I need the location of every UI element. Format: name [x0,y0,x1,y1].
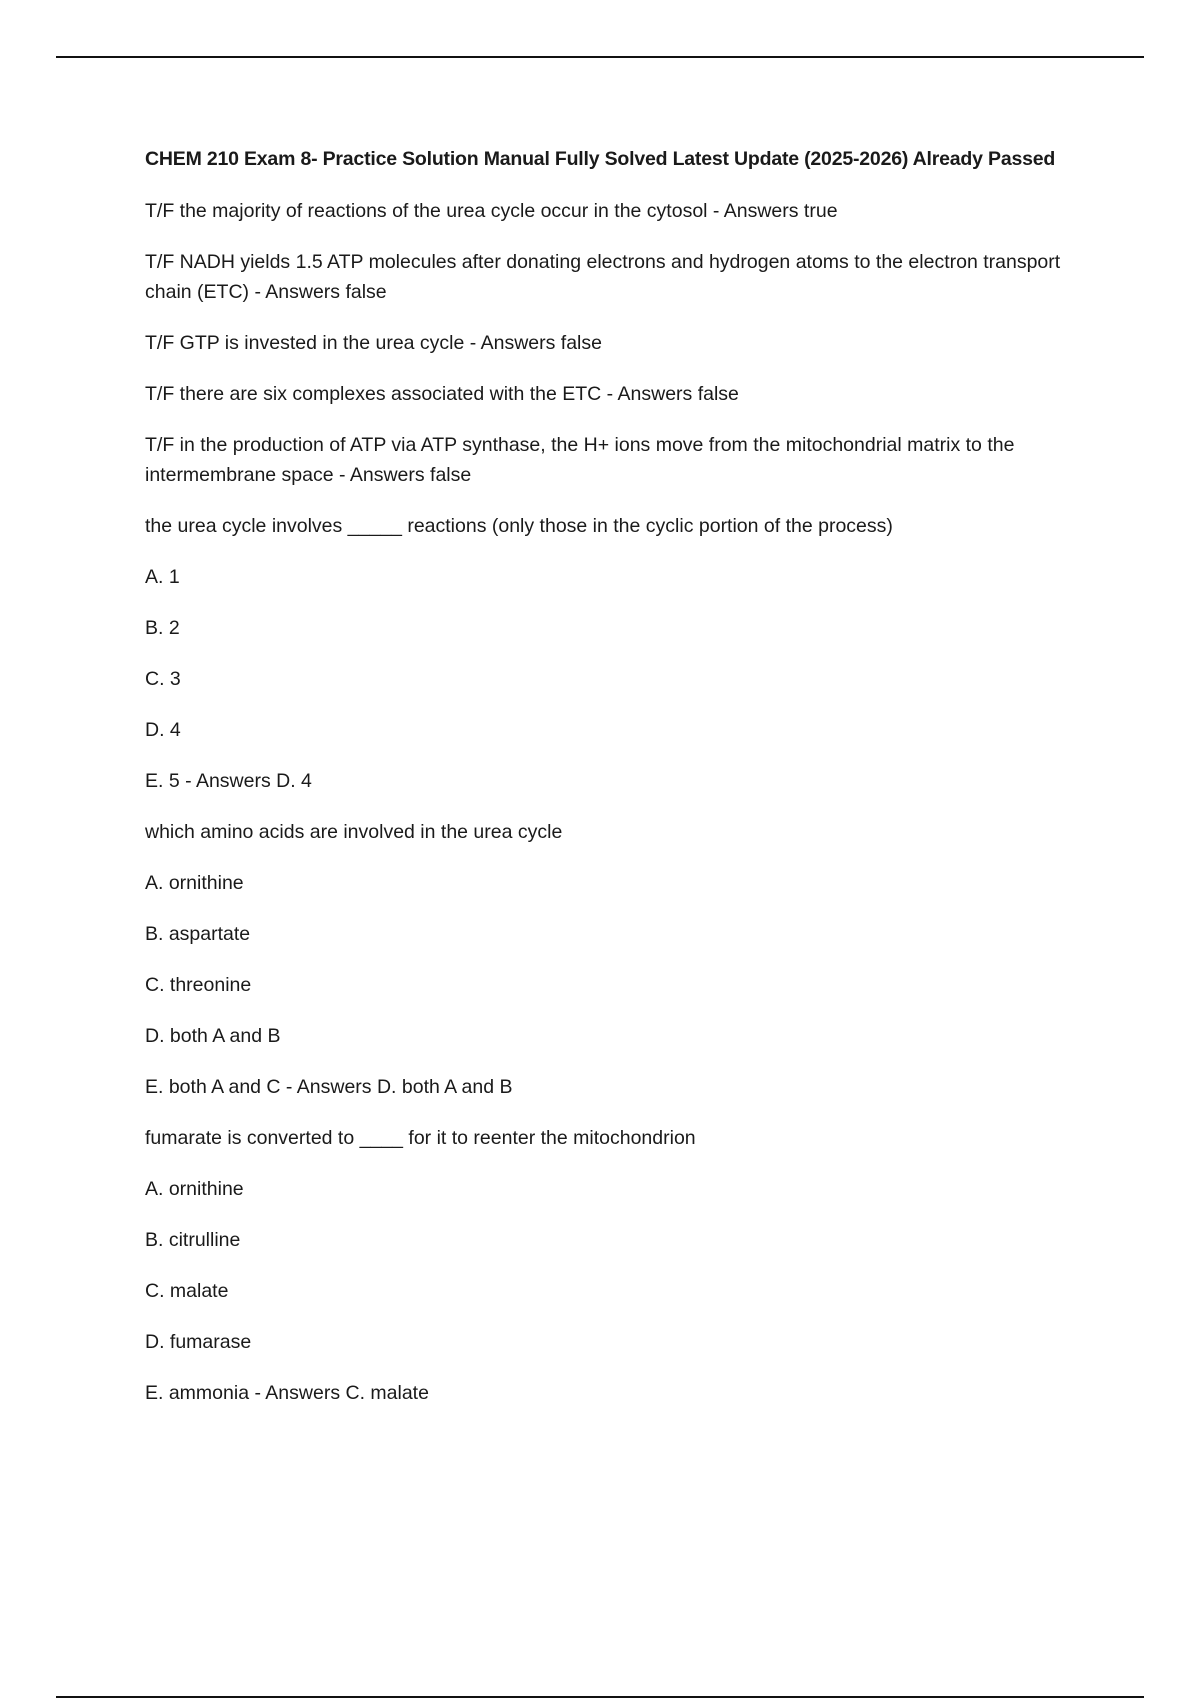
question-7-stem: which amino acids are involved in the urea cycle [145,821,563,843]
question-6-option-c: C. 3 [145,668,181,690]
question-8-option-c: C. malate [145,1280,229,1302]
question-6-option-a: A. 1 [145,566,180,588]
question-2: T/F NADH yields 1.5 ATP molecules after donating electrons and hydrogen atoms to the electron transport chain (ETC) - Answers false [145,251,1061,303]
footer-rule [56,1696,1144,1698]
question-8-option-d: D. fumarase [145,1331,252,1353]
question-7-option-e-answer: E. both A and C - Answers D. both A and B [145,1076,513,1098]
question-6-option-e-answer: E. 5 - Answers D. 4 [145,770,312,792]
document-body [145,145,1085,1429]
header-rule [56,56,1144,58]
question-6-option-b: B. 2 [145,617,180,639]
question-8-stem: fumarate is converted to ____ for it to reenter the mitochondrion [145,1127,696,1149]
question-1: T/F the majority of reactions of the urea cycle occur in the cytosol - Answers true [145,200,838,222]
question-7-option-a: A. ornithine [145,872,244,894]
question-7-option-d: D. both A and B [145,1025,281,1047]
question-8-option-a: A. ornithine [145,1178,244,1200]
question-8-option-e-answer: E. ammonia - Answers C. malate [145,1382,429,1404]
question-7-option-c: C. threonine [145,974,252,996]
question-7-option-b: B. aspartate [145,923,251,945]
question-4: T/F there are six complexes associated with the ETC - Answers false [145,383,739,405]
question-6-stem: the urea cycle involves _____ reactions (only those in the cyclic portion of the process) [145,515,893,537]
document-title: CHEM 210 Exam 8- Practice Solution Manual Fully Solved Latest Update (2025-2026) Already Passed [145,148,1056,170]
question-6-option-d: D. 4 [145,719,181,741]
question-5: T/F in the production of ATP via ATP synthase, the H+ ions move from the mitochondrial matrix to the intermembrane space - Answers false [145,434,1015,486]
question-3: T/F GTP is invested in the urea cycle - Answers false [145,332,602,354]
question-8-option-b: B. citrulline [145,1229,241,1251]
